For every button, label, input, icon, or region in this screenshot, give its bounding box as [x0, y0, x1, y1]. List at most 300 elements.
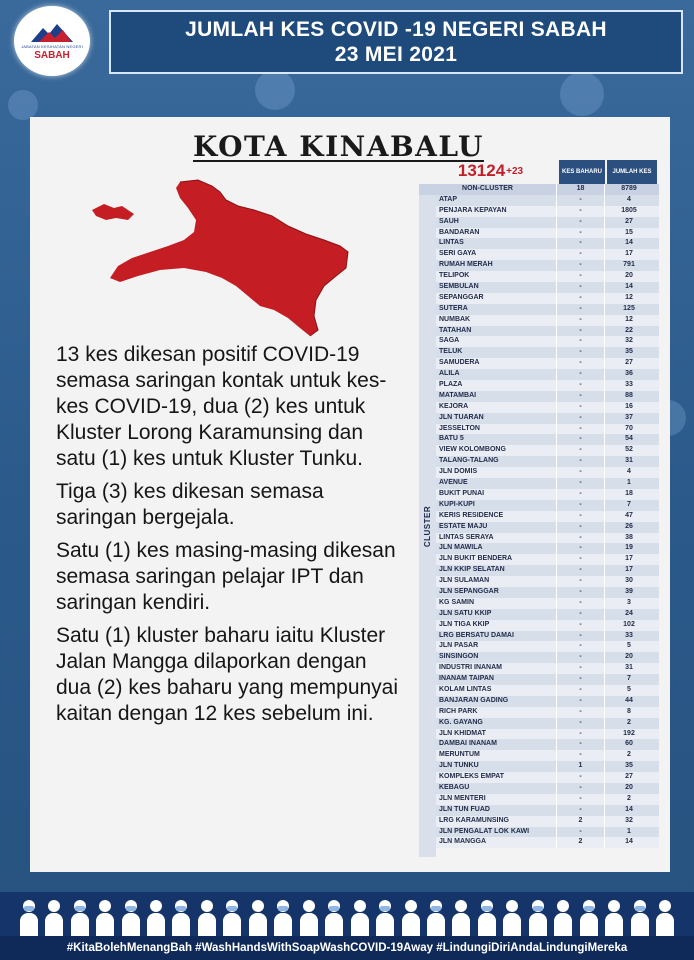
cluster-new-cases: - — [557, 293, 605, 304]
cluster-rows — [419, 195, 659, 848]
cluster-new-cases: - — [557, 620, 605, 631]
cluster-name: SEPANGGAR — [419, 293, 557, 304]
table-row — [419, 718, 659, 729]
cluster-total-cases: 19 — [625, 544, 633, 552]
table-row — [419, 827, 659, 838]
person-icon — [197, 898, 217, 936]
cluster-total-cases: 27 — [625, 773, 633, 781]
cluster-total-cases: 31 — [625, 664, 633, 672]
table-row — [419, 631, 659, 642]
cluster-name: KG SAMIN — [419, 598, 557, 609]
cluster-side-label — [419, 195, 436, 857]
table-row — [419, 729, 659, 740]
cluster-total-cases: 52 — [625, 446, 633, 454]
cluster-name: JLN SATU KKIP — [419, 609, 557, 620]
cluster-name: INANAM TAIPAN — [419, 674, 557, 685]
table-row — [419, 739, 659, 750]
person-icon — [146, 898, 166, 936]
cluster-name: ESTATE MAJU — [419, 522, 557, 533]
cluster-new-cases: - — [557, 413, 605, 424]
cluster-new-cases: - — [557, 533, 605, 544]
cluster-new-cases: - — [557, 554, 605, 565]
paragraph: Tiga (3) kes dikesan semasa saringan bergejala. — [56, 480, 324, 529]
table-row — [419, 489, 659, 500]
cluster-new-cases: - — [557, 729, 605, 740]
person-icon — [324, 898, 344, 936]
table-row — [419, 271, 659, 282]
cluster-label: CLUSTER — [423, 505, 432, 547]
table-row — [419, 750, 659, 761]
cluster-name: JLN TUN FUAD — [419, 805, 557, 816]
cluster-new-cases: - — [557, 326, 605, 337]
cluster-total-cases: 12 — [625, 293, 633, 301]
cluster-new-cases: - — [557, 576, 605, 587]
person-icon — [273, 898, 293, 936]
person-icon — [375, 898, 395, 936]
cluster-new-cases: - — [557, 249, 605, 260]
cluster-total-cases: 37 — [625, 413, 633, 421]
person-icon — [401, 898, 421, 936]
table-row-non-cluster — [419, 184, 659, 195]
cluster-name: AVENUE — [419, 478, 557, 489]
table-row — [419, 347, 659, 358]
cluster-total-cases: 5 — [627, 642, 631, 650]
cluster-total-cases: 47 — [625, 511, 633, 519]
cluster-name: JLN TUARAN — [419, 413, 557, 424]
cluster-total-cases: 60 — [625, 740, 633, 748]
table-row — [419, 783, 659, 794]
table-row — [419, 663, 659, 674]
cluster-total-cases: 38 — [625, 533, 633, 541]
cluster-new-cases: - — [557, 282, 605, 293]
cluster-name: PLAZA — [419, 380, 557, 391]
cluster-total-cases: 20 — [625, 272, 633, 280]
table-row — [419, 576, 659, 587]
cluster-name: JLN PENGALAT LOK KAWI — [419, 827, 557, 838]
cluster-new-cases: - — [557, 718, 605, 729]
table-row — [419, 249, 659, 260]
cluster-total-cases: 14 — [625, 239, 633, 247]
cluster-name: SEMBULAN — [419, 282, 557, 293]
table-row — [419, 380, 659, 391]
cluster-total-cases: 3 — [627, 598, 631, 606]
cluster-total-cases: 27 — [625, 359, 633, 367]
cluster-total-cases: 1 — [627, 827, 631, 835]
cluster-new-cases: - — [557, 827, 605, 838]
total-count: 13124 — [457, 161, 506, 180]
cluster-name: PENJARA KEPAYAN — [419, 206, 557, 217]
virus-decoration — [8, 90, 38, 120]
table-row — [419, 326, 659, 337]
cluster-total-cases: 88 — [625, 391, 633, 399]
cluster-new-cases: - — [557, 750, 605, 761]
cluster-total-cases: 15 — [625, 228, 633, 236]
cluster-new-cases: - — [557, 696, 605, 707]
cluster-name: JLN MAWILA — [419, 543, 557, 554]
cluster-new-cases: - — [557, 391, 605, 402]
column-header-new-cases: KES BAHARU — [559, 160, 605, 184]
cluster-new-cases: - — [557, 641, 605, 652]
cluster-new-cases: - — [557, 587, 605, 598]
footer-hashtags: #KitaBolehMenangBah #WashHandsWithSoapWashCOVID-19Away #LindungiDiriAndaLindungiMereka — [0, 936, 694, 960]
cluster-name: KEBAGU — [419, 783, 557, 794]
cluster-total-cases: 32 — [625, 337, 633, 345]
cluster-name: JESSELTON — [419, 424, 557, 435]
cluster-new-cases: - — [557, 195, 605, 206]
cluster-total-cases: 18 — [625, 489, 633, 497]
cluster-name: DAMBAI INANAM — [419, 739, 557, 750]
cluster-new-cases: - — [557, 511, 605, 522]
cluster-name: JLN PASAR — [419, 641, 557, 652]
person-icon — [528, 898, 548, 936]
table-row — [419, 445, 659, 456]
cluster-total-cases: 20 — [625, 653, 633, 661]
table-row — [419, 816, 659, 827]
cluster-name: NUMBAK — [419, 315, 557, 326]
table-row — [419, 543, 659, 554]
logo-text: SABAH — [34, 49, 70, 61]
table-row — [419, 293, 659, 304]
cluster-new-cases: - — [557, 794, 605, 805]
table-row — [419, 707, 659, 718]
cluster-total-cases: 39 — [625, 587, 633, 595]
cluster-total-cases: 17 — [625, 566, 633, 574]
table-row — [419, 794, 659, 805]
cluster-name: MATAMBAI — [419, 391, 557, 402]
cluster-new-cases: - — [557, 347, 605, 358]
cluster-new-cases: - — [557, 598, 605, 609]
table-row — [419, 304, 659, 315]
kota-kinabalu-map — [88, 178, 350, 338]
cluster-total-cases: 44 — [625, 696, 633, 704]
cluster-new-cases: 2 — [557, 816, 605, 827]
cluster-name: JLN SEPANGGAR — [419, 587, 557, 598]
table-row — [419, 228, 659, 239]
cluster-name: BANJARAN GADING — [419, 696, 557, 707]
cluster-total-cases: 7 — [627, 675, 631, 683]
table-row — [419, 674, 659, 685]
cluster-name: SAGA — [419, 336, 557, 347]
person-icon — [248, 898, 268, 936]
table-row — [419, 761, 659, 772]
cluster-new-cases: - — [557, 456, 605, 467]
cluster-total-cases: 5 — [627, 685, 631, 693]
cluster-name: BANDARAN — [419, 228, 557, 239]
cluster-new-cases: - — [557, 424, 605, 435]
cluster-name: JLN DOMIS — [419, 467, 557, 478]
cluster-total-cases: 17 — [625, 250, 633, 258]
person-icon — [451, 898, 471, 936]
table-row — [419, 358, 659, 369]
person-icon — [222, 898, 242, 936]
virus-decoration — [560, 72, 604, 116]
cluster-name: JLN KKIP SELATAN — [419, 565, 557, 576]
cluster-total-cases: 14 — [625, 838, 633, 846]
cluster-total-cases: 17 — [625, 555, 633, 563]
cluster-new-cases: 2 — [557, 837, 605, 848]
cluster-name: KG. GAYANG — [419, 718, 557, 729]
mountain-logo-icon — [29, 22, 75, 44]
map-island — [92, 204, 134, 220]
cluster-total-cases: 12 — [625, 315, 633, 323]
cluster-total-cases: 1 — [627, 479, 631, 487]
cluster-total-cases: 33 — [625, 381, 633, 389]
cluster-new-cases: - — [557, 358, 605, 369]
table-row — [419, 391, 659, 402]
cluster-total-cases: 14 — [625, 805, 633, 813]
person-icon — [655, 898, 675, 936]
table-row — [419, 685, 659, 696]
cluster-new-cases: - — [557, 445, 605, 456]
cluster-total-cases: 35 — [625, 762, 633, 770]
cluster-new-cases: - — [557, 271, 605, 282]
table-row — [419, 837, 659, 848]
table-row — [419, 282, 659, 293]
table-row — [419, 554, 659, 565]
cluster-new-cases: - — [557, 783, 605, 794]
person-icon — [121, 898, 141, 936]
cluster-name: KOLAM LINTAS — [419, 685, 557, 696]
cluster-total-cases: 8 — [627, 707, 631, 715]
cluster-total-cases: 54 — [625, 435, 633, 443]
jkn-sabah-logo — [14, 6, 90, 76]
table-row — [419, 467, 659, 478]
cluster-name: JLN SULAMAN — [419, 576, 557, 587]
cluster-total-cases: 2 — [627, 751, 631, 759]
cluster-name: NON-CLUSTER — [419, 184, 557, 195]
table-row — [419, 413, 659, 424]
cluster-total-cases: 8789 — [621, 185, 637, 192]
cluster-new-cases: - — [557, 315, 605, 326]
column-header-total-cases: JUMLAH KES — [607, 160, 657, 184]
person-icon — [502, 898, 522, 936]
table-row — [419, 195, 659, 206]
person-icon — [477, 898, 497, 936]
cluster-new-cases: - — [557, 260, 605, 271]
cluster-new-cases: - — [557, 772, 605, 783]
cluster-new-cases: - — [557, 739, 605, 750]
person-icon — [630, 898, 650, 936]
table-row — [419, 772, 659, 783]
table-row — [419, 598, 659, 609]
cluster-total-cases: 4 — [627, 468, 631, 476]
footer-figures — [0, 892, 694, 936]
cluster-name: LRG BERSATU DAMAI — [419, 631, 557, 642]
table-row — [419, 609, 659, 620]
cluster-new-cases: - — [557, 467, 605, 478]
table-row — [419, 424, 659, 435]
table-row — [419, 641, 659, 652]
cluster-name: BATU 5 — [419, 434, 557, 445]
cluster-new-cases: - — [557, 336, 605, 347]
table-row — [419, 805, 659, 816]
cluster-name: TALANG-TALANG — [419, 456, 557, 467]
cluster-name: JLN TUNKU — [419, 761, 557, 772]
cluster-table — [419, 184, 659, 848]
cluster-name: SAUH — [419, 217, 557, 228]
cluster-total-cases: 32 — [625, 816, 633, 824]
page-title: JUMLAH KES COVID -19 NEGERI SABAH — [185, 18, 607, 41]
cluster-total-cases: 70 — [625, 424, 633, 432]
cluster-new-cases: - — [557, 565, 605, 576]
table-row — [419, 500, 659, 511]
person-icon — [604, 898, 624, 936]
cluster-new-cases: - — [557, 652, 605, 663]
cluster-total-cases: 26 — [625, 522, 633, 530]
person-icon — [19, 898, 39, 936]
table-row — [419, 369, 659, 380]
cluster-new-cases: 18 — [557, 184, 605, 195]
cluster-new-cases: - — [557, 522, 605, 533]
cluster-name: TELUK — [419, 347, 557, 358]
cluster-name: KERIS RESIDENCE — [419, 511, 557, 522]
cluster-total-cases: 14 — [625, 283, 633, 291]
cluster-new-cases: - — [557, 238, 605, 249]
cluster-new-cases: - — [557, 304, 605, 315]
cluster-name: TELIPOK — [419, 271, 557, 282]
cluster-total-cases: 30 — [625, 577, 633, 585]
table-row — [419, 696, 659, 707]
cluster-new-cases: - — [557, 663, 605, 674]
cluster-new-cases: - — [557, 489, 605, 500]
cluster-new-cases: - — [557, 402, 605, 413]
cluster-new-cases: - — [557, 500, 605, 511]
table-row — [419, 522, 659, 533]
cluster-name: RICH PARK — [419, 707, 557, 718]
person-icon — [350, 898, 370, 936]
cluster-new-cases: - — [557, 707, 605, 718]
person-icon — [299, 898, 319, 936]
table-row — [419, 206, 659, 217]
cluster-name: JLN MANGGA — [419, 837, 557, 848]
cluster-total-cases: 2 — [627, 794, 631, 802]
logo-subtext: JABATAN KESIHATAN NEGERI — [21, 43, 83, 49]
table-row — [419, 456, 659, 467]
cluster-new-cases: - — [557, 478, 605, 489]
table-row — [419, 402, 659, 413]
cluster-total-cases: 36 — [625, 370, 633, 378]
table-row — [419, 565, 659, 576]
cluster-name: ALILA — [419, 369, 557, 380]
cluster-name: KUPI-KUPI — [419, 500, 557, 511]
cluster-new-cases: - — [557, 543, 605, 554]
table-row — [419, 315, 659, 326]
cluster-name: SERI GAYA — [419, 249, 557, 260]
cluster-total-cases: 16 — [625, 402, 633, 410]
cluster-new-cases: - — [557, 609, 605, 620]
cluster-name: JLN BUKIT BENDERA — [419, 554, 557, 565]
cluster-name: LRG KARAMUNSING — [419, 816, 557, 827]
cluster-name: JLN MENTERI — [419, 794, 557, 805]
cluster-name: LINTAS SERAYA — [419, 533, 557, 544]
cluster-total-cases: 7 — [627, 500, 631, 508]
cluster-name: LINTAS — [419, 238, 557, 249]
cluster-new-cases: - — [557, 631, 605, 642]
paragraph: Satu (1) kluster baharu iaitu Kluster Jalan Mangga dilaporkan dengan dua (2) kes baharu yang mempunyai kaitan dengan 12 kes sebelum ini. — [56, 624, 399, 725]
cluster-new-cases: - — [557, 674, 605, 685]
cluster-name: JLN KHIDMAT — [419, 729, 557, 740]
page-title-box — [109, 10, 683, 74]
cluster-name: SUTERA — [419, 304, 557, 315]
cluster-name: SINSINGON — [419, 652, 557, 663]
cluster-total-cases: 4 — [627, 195, 631, 203]
cluster-total-cases: 20 — [625, 783, 633, 791]
paragraph: 13 kes dikesan positif COVID-19 semasa saringan kontak untuk kes-kes COVID-19, dua (2) kes untuk Kluster Lorong Karamunsing dan satu (1) kes untuk Kluster Tunku. — [56, 343, 387, 470]
page-date: 23 MEI 2021 — [334, 43, 458, 66]
cluster-total-cases: 27 — [625, 217, 633, 225]
person-icon — [70, 898, 90, 936]
cluster-new-cases: - — [557, 685, 605, 696]
case-narrative — [56, 342, 406, 734]
table-row — [419, 620, 659, 631]
cluster-total-cases: 1805 — [621, 206, 637, 214]
cluster-name: INDUSTRI INANAM — [419, 663, 557, 674]
table-row — [419, 511, 659, 522]
table-row — [419, 478, 659, 489]
total-cases — [422, 160, 559, 182]
cluster-total-cases: 192 — [623, 729, 635, 737]
cluster-name: SAMUDERA — [419, 358, 557, 369]
cluster-new-cases: - — [557, 380, 605, 391]
cluster-name: VIEW KOLOMBONG — [419, 445, 557, 456]
map-mainland — [110, 180, 348, 336]
district-title: KOTA KINABALU — [193, 130, 484, 163]
cluster-name: KOMPLEKS EMPAT — [419, 772, 557, 783]
paragraph: Satu (1) kes masing-masing dikesan semasa saringan pelajar IPT dan saringan kendiri. — [56, 539, 396, 614]
virus-decoration — [255, 70, 295, 110]
cluster-new-cases: - — [557, 805, 605, 816]
cluster-total-cases: 33 — [625, 631, 633, 639]
table-row — [419, 587, 659, 598]
cluster-total-cases: 31 — [625, 457, 633, 465]
person-icon — [553, 898, 573, 936]
total-new: +23 — [506, 165, 524, 177]
person-icon — [44, 898, 64, 936]
cluster-name: KEJORA — [419, 402, 557, 413]
table-row — [419, 260, 659, 271]
cluster-new-cases: - — [557, 206, 605, 217]
cluster-total-cases: 24 — [625, 609, 633, 617]
person-icon — [95, 898, 115, 936]
cluster-new-cases: - — [557, 228, 605, 239]
cluster-total-cases: 35 — [625, 348, 633, 356]
cluster-name: RUMAH MERAH — [419, 260, 557, 271]
cluster-total-cases: 791 — [623, 261, 635, 269]
cluster-name: ATAP — [419, 195, 557, 206]
cluster-total-cases: 102 — [623, 620, 635, 628]
cluster-total-cases: 125 — [623, 304, 635, 312]
cluster-name: TATAHAN — [419, 326, 557, 337]
person-icon — [426, 898, 446, 936]
cluster-total-cases: 2 — [627, 718, 631, 726]
cluster-name: JLN TIGA KKIP — [419, 620, 557, 631]
cluster-name: BUKIT PUNAI — [419, 489, 557, 500]
table-row — [419, 533, 659, 544]
table-row — [419, 434, 659, 445]
table-row — [419, 217, 659, 228]
table-row — [419, 238, 659, 249]
cluster-new-cases: - — [557, 217, 605, 228]
cluster-new-cases: - — [557, 434, 605, 445]
table-row — [419, 652, 659, 663]
cluster-total-cases: 22 — [625, 326, 633, 334]
cluster-new-cases: - — [557, 369, 605, 380]
cluster-name: MERUNTUM — [419, 750, 557, 761]
person-icon — [171, 898, 191, 936]
person-icon — [579, 898, 599, 936]
table-row — [419, 336, 659, 347]
cluster-new-cases: 1 — [557, 761, 605, 772]
